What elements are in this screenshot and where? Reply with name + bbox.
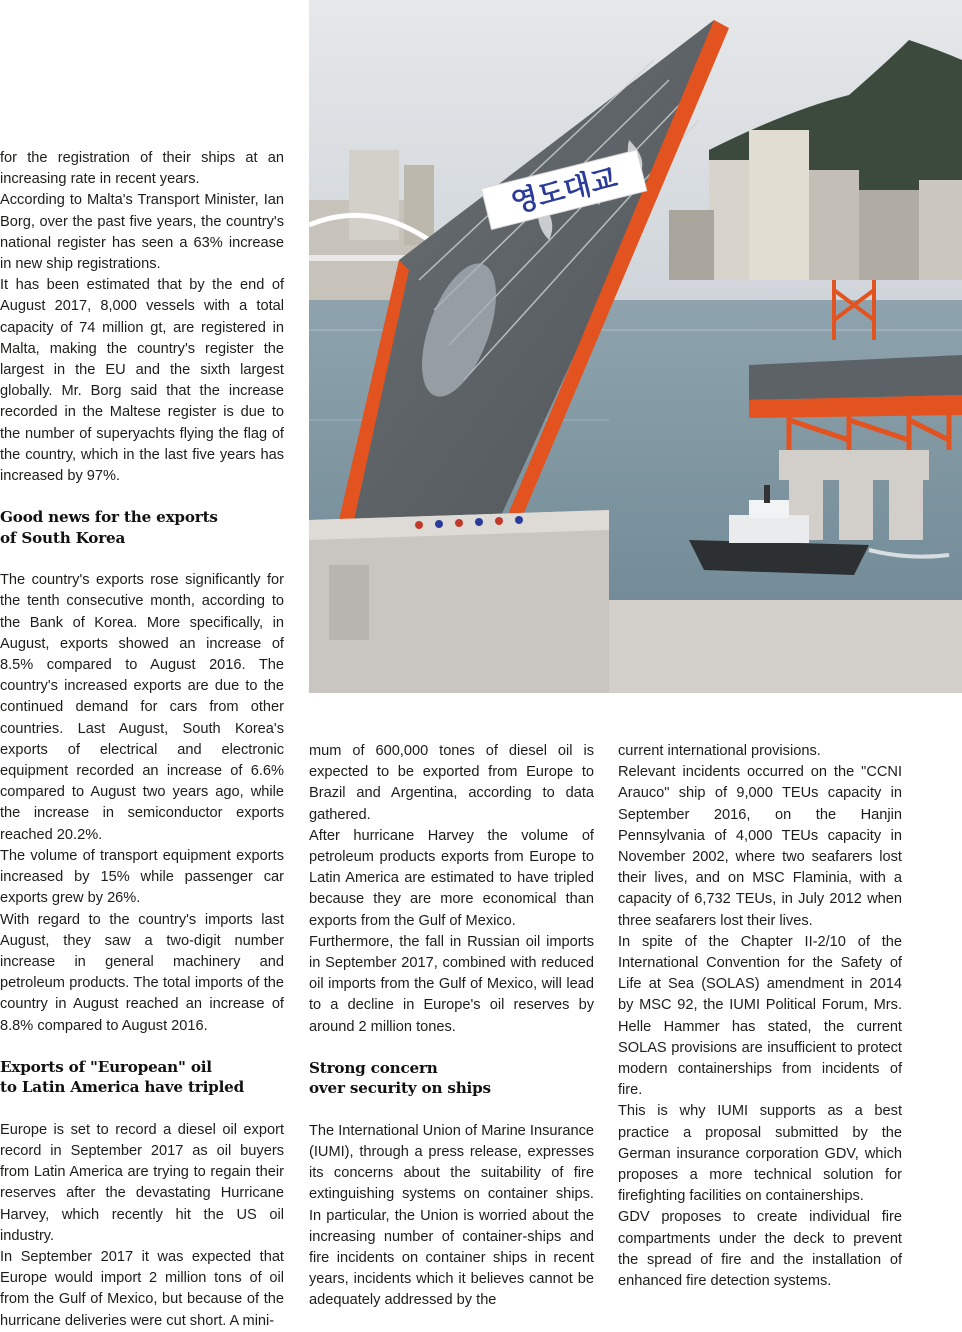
bridge-photo (309, 0, 962, 693)
paragraph: The volume of transport equipment exports increased by 15% while passenger car exports grew by 26%. (0, 847, 284, 907)
heading-line: Strong concern (309, 1058, 438, 1077)
heading-line: Exports of "European" oil (0, 1057, 212, 1076)
paragraph: mum of 600,000 tones of diesel oil is expected to be exported from Europe to Brazil and Argentina, according to data gathered. (309, 743, 594, 823)
paragraph: In spite of the Chapter II-2/10 of the International Convention for the Safety of Life at Sea (SOLAS) amendment in 2014 by MSC 92, the IUMI Political Forum, Mrs. Helle Hammer has stated, the current SOLAS provisions are insufficient to protect modern containerships from incidents of fire. (618, 933, 902, 1099)
column-3 (618, 741, 902, 1292)
heading-line: of South Korea (0, 528, 126, 547)
paragraph: The International Union of Marine Insurance (IUMI), through a press release, expresses its concerns about the suitability of fire extinguishing systems on container ships. In particular, the Union is worried about the increasing number of container-ships and fire incidents on container ships in recent years, incidents which it believes cannot be adequately addressed by the (309, 1122, 594, 1309)
column-1 (0, 148, 284, 1332)
heading-line: to Latin America have tripled (0, 1078, 245, 1097)
paragraph: Europe is set to record a diesel oil export record in September 2017 as oil buyers from Latin America are trying to regain their reserves after the devastating Hurricane Harvey, which recently hit the US oil industry. (0, 1121, 284, 1244)
paragraph: In September 2017 it was expected that Europe would import 2 million tons of oil from the Gulf of Mexico, but because of the hurricane deliveries were cut short. A mini- (0, 1248, 284, 1329)
paragraph: Relevant incidents occurred on the "CCNI Arauco" ship of 9,000 TEUs capacity in September 2016, on the Hanjin Pennsylvania of 4,000 TEUs capacity in November 2002, where two seafarers lost their lives, and on MSC Flaminia, with a capacity of 6,732 TEUs, in July 2012 when three seafarers lost their lives. (618, 764, 902, 929)
paragraph: current international provisions. (618, 743, 821, 759)
paragraph: According to Malta's Transport Minister, Ian Borg, over the past five years, the country's national register has seen a 63% increase in new ship registrations. (0, 192, 284, 273)
paragraph: Furthermore, the fall in Russian oil imports in September 2017, combined with reduced oil imports from the Gulf of Mexico, will lead to a decline in Europe's oil reserves by around 2 million tones. (309, 933, 594, 1035)
paragraph: After hurricane Harvey the volume of petroleum products exports from Europe to Latin America are estimated to have tripled because they are more economical than exports from the Gulf of Mexico. (309, 827, 594, 929)
heading-line: Good news for the exports (0, 508, 218, 527)
paragraph: With regard to the country's imports last August, they saw a two-digit number increase in general machinery and petroleum products. The total imports of the country in August reached an increase of 8.8% compared to August 2016. (0, 911, 284, 1034)
heading-south-korea-exports (0, 507, 284, 548)
paragraph: This is why IUMI supports as a best practice a proposal submitted by the German insurance corporation GDV, which proposes a more technical solution for firefighting facilities on containerships. (618, 1103, 902, 1205)
column-2 (309, 741, 594, 1312)
heading-european-oil-exports (0, 1057, 284, 1098)
paragraph: The country's exports rose significantly for the tenth consecutive month, according to the Bank of Korea. More specifically, in August, exports showed an increase of 8.5% compared to August 2016. The country's increased exports are due to the continued demand for cars from other countries. Last August, South Korea's exports of electrical and electronic equipment recorded an increase of 6.6% compared to August two years ago, while the increase in semiconductor exports reached 20.2%. (0, 572, 284, 843)
bridge-sign-text: 영도대교 (507, 161, 621, 220)
paragraph: GDV proposes to create individual fire compartments under the deck to prevent the spread of fire and the installation of enhanced fire detection systems. (618, 1209, 902, 1290)
heading-line: over security on ships (309, 1079, 491, 1098)
heading-ship-security (309, 1058, 594, 1099)
paragraph: It has been estimated that by the end of August 2017, 8,000 vessels with a total capacity of 74 million gt, are registered in Malta, making the country's register the largest in the EU and the sixth largest globally. Mr. Borg said that the increase recorded in the Maltese register is due to the number of superyachts flying the flag of the country, which in the last five years has increased by 97%. (0, 277, 284, 485)
paragraph: for the registration of their ships at an increasing rate in recent years. (0, 150, 284, 188)
